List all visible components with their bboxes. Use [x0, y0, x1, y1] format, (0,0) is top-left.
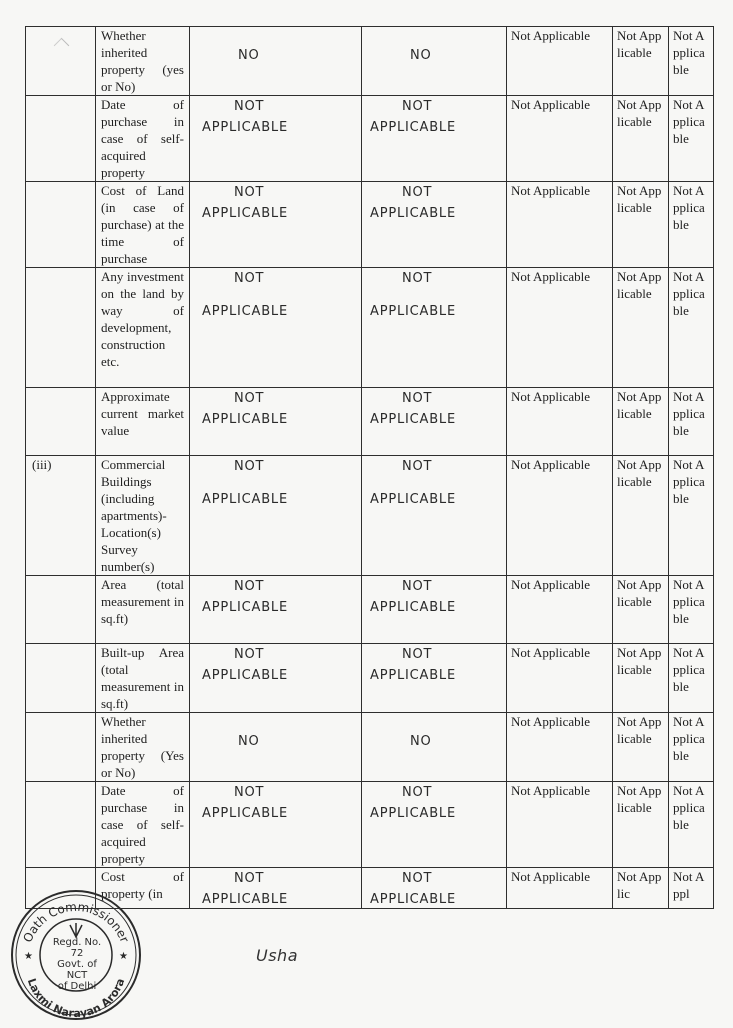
- table-row: [26, 713, 714, 782]
- not-applicable-cell: Not Applicable: [507, 388, 613, 456]
- item-description-cell: Date of purchase in case of self-acquired property: [96, 782, 190, 868]
- handwritten-self-cell: [190, 868, 362, 909]
- item-description-cell: Any investment on the land by way of development, construction etc.: [96, 268, 190, 388]
- handwritten-entry: NOT: [234, 99, 265, 114]
- handwritten-self-cell: [190, 96, 362, 182]
- item-description-cell: Approximate current market value: [96, 388, 190, 456]
- handwritten-self-cell: [190, 713, 362, 782]
- handwritten-entry: APPLICABLE: [202, 120, 288, 135]
- serial-cell: [26, 576, 96, 644]
- table-row: [26, 644, 714, 713]
- handwritten-entry: NOT: [234, 459, 265, 474]
- handwritten-entry: NOT: [234, 579, 265, 594]
- item-description-cell: Commercial Buildings (including apartments)- Location(s) Survey number(s): [96, 456, 190, 576]
- handwritten-entry: NO: [410, 734, 432, 749]
- dependent-1-cell: Not Applicable: [613, 268, 669, 388]
- handwritten-entry: APPLICABLE: [202, 892, 288, 907]
- serial-cell: [26, 644, 96, 713]
- dependent-2-cell: Not Applicable: [669, 182, 714, 268]
- handwritten-self-cell: [190, 268, 362, 388]
- dependent-1-cell: Not Applic: [613, 868, 669, 909]
- not-applicable-cell: Not Applicable: [507, 268, 613, 388]
- serial-cell: [26, 782, 96, 868]
- handwritten-entry: APPLICABLE: [370, 892, 456, 907]
- handwritten-entry: NO: [410, 48, 432, 63]
- not-applicable-cell: Not Applicable: [507, 182, 613, 268]
- table-row: [26, 27, 714, 96]
- dependent-2-cell: Not Applicable: [669, 456, 714, 576]
- handwritten-spouse-cell: [362, 868, 507, 909]
- handwritten-spouse-cell: [362, 456, 507, 576]
- not-applicable-cell: Not Applicable: [507, 782, 613, 868]
- handwritten-entry: NOT: [402, 391, 433, 406]
- handwritten-entry: NO: [238, 48, 260, 63]
- handwritten-entry: NOT: [402, 99, 433, 114]
- serial-cell: [26, 388, 96, 456]
- not-applicable-cell: Not Applicable: [507, 868, 613, 909]
- not-applicable-cell: Not Applicable: [507, 713, 613, 782]
- handwritten-entry: APPLICABLE: [370, 492, 456, 507]
- handwritten-entry: APPLICABLE: [202, 806, 288, 821]
- handwritten-self-cell: [190, 644, 362, 713]
- table-body: [26, 27, 714, 909]
- handwritten-entry: APPLICABLE: [202, 492, 288, 507]
- handwritten-entry: NOT: [402, 185, 433, 200]
- handwritten-entry: NOT: [402, 871, 433, 886]
- handwritten-entry: APPLICABLE: [202, 600, 288, 615]
- serial-cell: [26, 713, 96, 782]
- handwritten-spouse-cell: [362, 576, 507, 644]
- handwritten-self-cell: [190, 182, 362, 268]
- handwritten-entry: NOT: [234, 271, 265, 286]
- dependent-2-cell: Not Applicable: [669, 388, 714, 456]
- handwritten-entry: NOT: [234, 871, 265, 886]
- handwritten-entry: APPLICABLE: [370, 120, 456, 135]
- handwritten-self-cell: [190, 27, 362, 96]
- dependent-2-cell: Not Applicable: [669, 576, 714, 644]
- handwritten-spouse-cell: [362, 713, 507, 782]
- oath-commissioner-stamp: [8, 887, 144, 1023]
- handwritten-self-cell: [190, 456, 362, 576]
- table-row: [26, 456, 714, 576]
- handwritten-entry: APPLICABLE: [202, 304, 288, 319]
- item-description-cell: Date of purchase in case of self-acquired property: [96, 96, 190, 182]
- handwritten-entry: NOT: [402, 785, 433, 800]
- handwritten-entry: NOT: [234, 785, 265, 800]
- item-description-cell: Cost of Land (in case of purchase) at the time of purchase: [96, 182, 190, 268]
- not-applicable-cell: Not Applicable: [507, 456, 613, 576]
- dependent-2-cell: Not Applicable: [669, 27, 714, 96]
- serial-cell: [26, 96, 96, 182]
- handwritten-entry: APPLICABLE: [370, 304, 456, 319]
- item-description-cell: Built-up Area (total measurement in sq.ft): [96, 644, 190, 713]
- dependent-2-cell: Not Appl: [669, 868, 714, 909]
- stamp-line-3: of Delhi: [57, 981, 97, 992]
- dependent-2-cell: Not Applicable: [669, 96, 714, 182]
- dependent-1-cell: Not Applicable: [613, 782, 669, 868]
- svg-text:★: ★: [24, 951, 33, 962]
- dependent-2-cell: Not Applicable: [669, 268, 714, 388]
- table-row: [26, 388, 714, 456]
- item-description-cell: Area (total measurement in sq.ft): [96, 576, 190, 644]
- handwritten-entry: APPLICABLE: [370, 412, 456, 427]
- table-row: [26, 782, 714, 868]
- not-applicable-cell: Not Applicable: [507, 27, 613, 96]
- handwritten-entry: APPLICABLE: [370, 668, 456, 683]
- stamp-line-2: Govt. of NCT: [57, 959, 97, 981]
- serial-cell: [26, 27, 96, 96]
- svg-text:★: ★: [119, 951, 128, 962]
- table-row: [26, 576, 714, 644]
- serial-cell: [26, 182, 96, 268]
- not-applicable-cell: Not Applicable: [507, 576, 613, 644]
- table-row: [26, 182, 714, 268]
- handwritten-entry: NOT: [402, 647, 433, 662]
- dependent-1-cell: Not Applicable: [613, 576, 669, 644]
- stamp-arc-bottom: Laxmi Narayan Arora: [24, 976, 128, 1021]
- handwritten-entry: NOT: [234, 185, 265, 200]
- handwritten-entry: APPLICABLE: [202, 668, 288, 683]
- item-description-cell: Whether inherited property (Yes or No): [96, 713, 190, 782]
- stamp-arc-top: Oath Commissioner: [20, 899, 132, 945]
- handwritten-self-cell: [190, 782, 362, 868]
- handwritten-spouse-cell: [362, 388, 507, 456]
- handwritten-entry: APPLICABLE: [370, 206, 456, 221]
- item-description-cell: Cost of property (in: [96, 868, 190, 909]
- table-row: [26, 268, 714, 388]
- handwritten-spouse-cell: [362, 644, 507, 713]
- dependent-1-cell: Not Applicable: [613, 456, 669, 576]
- handwritten-entry: NOT: [402, 459, 433, 474]
- dependent-1-cell: Not Applicable: [613, 27, 669, 96]
- dependent-1-cell: Not Applicable: [613, 182, 669, 268]
- signature: Usha: [256, 946, 298, 965]
- serial-cell: [26, 268, 96, 388]
- handwritten-entry: APPLICABLE: [202, 412, 288, 427]
- dependent-1-cell: Not Applicable: [613, 96, 669, 182]
- stamp-line-1: Regd. No. 72: [52, 937, 102, 959]
- handwritten-spouse-cell: [362, 268, 507, 388]
- not-applicable-cell: Not Applicable: [507, 644, 613, 713]
- handwritten-spouse-cell: [362, 782, 507, 868]
- dependent-1-cell: Not Applicable: [613, 388, 669, 456]
- handwritten-entry: NOT: [402, 271, 433, 286]
- dependent-1-cell: Not Applicable: [613, 713, 669, 782]
- dependent-2-cell: Not Applicable: [669, 644, 714, 713]
- handwritten-spouse-cell: [362, 182, 507, 268]
- dependent-2-cell: Not Applicable: [669, 782, 714, 868]
- handwritten-entry: NOT: [234, 647, 265, 662]
- dependent-2-cell: Not Applicable: [669, 713, 714, 782]
- handwritten-self-cell: [190, 576, 362, 644]
- table-row: [26, 96, 714, 182]
- handwritten-entry: NOT: [402, 579, 433, 594]
- item-description-cell: Whether inherited property (yes or No): [96, 27, 190, 96]
- dependent-1-cell: Not Applicable: [613, 644, 669, 713]
- handwritten-spouse-cell: [362, 96, 507, 182]
- handwritten-entry: NOT: [234, 391, 265, 406]
- assets-table: [25, 26, 714, 909]
- handwritten-entry: APPLICABLE: [370, 806, 456, 821]
- serial-cell: (iii): [26, 456, 96, 576]
- handwritten-spouse-cell: [362, 27, 507, 96]
- handwritten-self-cell: [190, 388, 362, 456]
- handwritten-entry: NO: [238, 734, 260, 749]
- not-applicable-cell: Not Applicable: [507, 96, 613, 182]
- handwritten-entry: APPLICABLE: [202, 206, 288, 221]
- handwritten-entry: APPLICABLE: [370, 600, 456, 615]
- stamp-center-text: [46, 937, 108, 992]
